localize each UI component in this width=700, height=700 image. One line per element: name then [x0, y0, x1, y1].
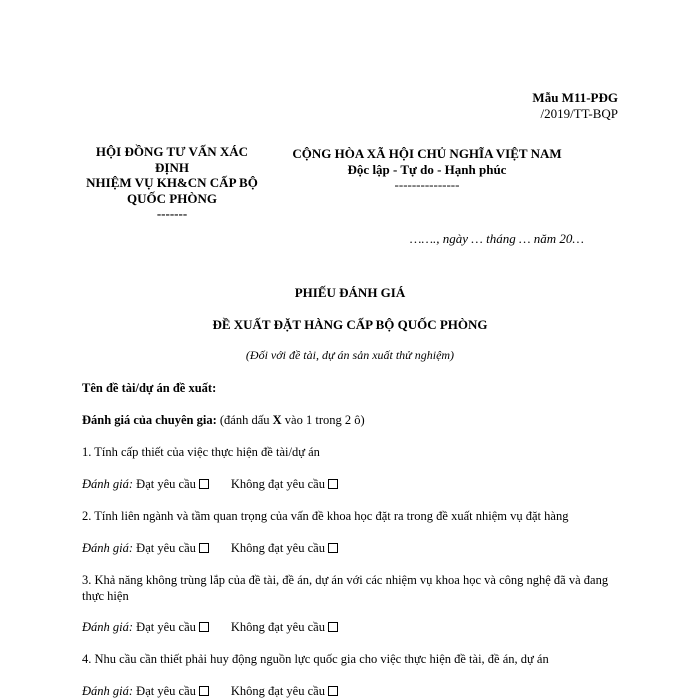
nation-name: CỘNG HÒA XÃ HỘI CHỦ NGHĨA VIỆT NAM [292, 146, 562, 161]
evaluation-label: Đánh giá: [82, 541, 134, 555]
pass-checkbox[interactable] [199, 686, 209, 696]
criterion-2: 2. Tính liên ngành và tầm quan trọng của vấn đề khoa học đặt ra trong đề xuất nhiệm vụ đặt hàng [82, 509, 569, 523]
form-code-circular: /2019/TT-BQP [540, 106, 618, 121]
pass-checkbox[interactable] [199, 543, 209, 553]
motto-divider: --------------- [394, 177, 460, 192]
fail-label: Không đạt yêu cầu [230, 684, 325, 698]
pass-label: Đạt yêu cầu [133, 541, 196, 555]
expert-evaluation-label: Đánh giá của chuyên gia: [82, 413, 217, 427]
fail-label: Không đạt yêu cầu [230, 541, 325, 555]
criterion-3-evaluation [82, 619, 338, 635]
fail-checkbox[interactable] [328, 686, 338, 696]
pass-label: Đạt yêu cầu [133, 620, 196, 634]
pass-label: Đạt yêu cầu [133, 684, 196, 698]
instruction-post: vào 1 trong 2 ô) [281, 413, 365, 427]
national-header [268, 146, 586, 193]
criterion-3: 3. Khả năng không trùng lắp của đề tài, đề án, dự án với các nhiệm vụ khoa học và công nghệ đã và đang thực hiện [82, 573, 609, 603]
national-motto: Độc lập - Tự do - Hạnh phúc [347, 161, 507, 177]
council-header [78, 144, 266, 222]
criterion-1: 1. Tính cấp thiết của việc thực hiện đề tài/dự án [82, 445, 320, 459]
pass-checkbox[interactable] [199, 622, 209, 632]
date-line: ……., ngày … tháng … năm 20… [409, 231, 584, 246]
instruction-pre: (đánh dấu [216, 413, 273, 427]
pass-label: Đạt yêu cầu [133, 477, 196, 491]
council-name-line2: NHIỆM VỤ KH&CN CẤP BỘ QUỐC PHÒNG [86, 175, 258, 206]
council-name-line1: HỘI ĐỒNG TƯ VẤN XÁC ĐỊNH [95, 144, 249, 175]
criterion-1-evaluation [82, 476, 338, 492]
fail-checkbox[interactable] [328, 543, 338, 553]
fail-checkbox[interactable] [328, 479, 338, 489]
fail-label: Không đạt yêu cầu [230, 620, 325, 634]
evaluation-label: Đánh giá: [82, 684, 134, 698]
criterion-4: 4. Nhu cầu cần thiết phải huy động nguồn lực quốc gia cho việc thực hiện đề tài, đề án, dự án [82, 652, 549, 666]
expert-evaluation-heading [82, 412, 365, 428]
document-subtitle: ĐỀ XUẤT ĐẶT HÀNG CẤP BỘ QUỐC PHÒNG [212, 317, 488, 332]
project-name-label: Tên đề tài/dự án đề xuất: [82, 381, 217, 395]
pass-checkbox[interactable] [199, 479, 209, 489]
evaluation-label: Đánh giá: [82, 620, 134, 634]
document-title: PHIẾU ĐÁNH GIÁ [294, 285, 406, 300]
document-scope-note: (Đối với đề tài, dự án sản xuất thử nghiệm) [245, 348, 455, 362]
evaluation-label: Đánh giá: [82, 477, 134, 491]
council-divider: ------- [156, 206, 188, 221]
fail-checkbox[interactable] [328, 622, 338, 632]
criterion-2-evaluation [82, 540, 338, 556]
fail-label: Không đạt yêu cầu [230, 477, 325, 491]
instruction-mark: X [272, 413, 282, 427]
form-code-number: Mẫu M11-PĐG [532, 90, 618, 105]
form-code [532, 90, 618, 122]
criterion-4-evaluation [82, 683, 338, 699]
